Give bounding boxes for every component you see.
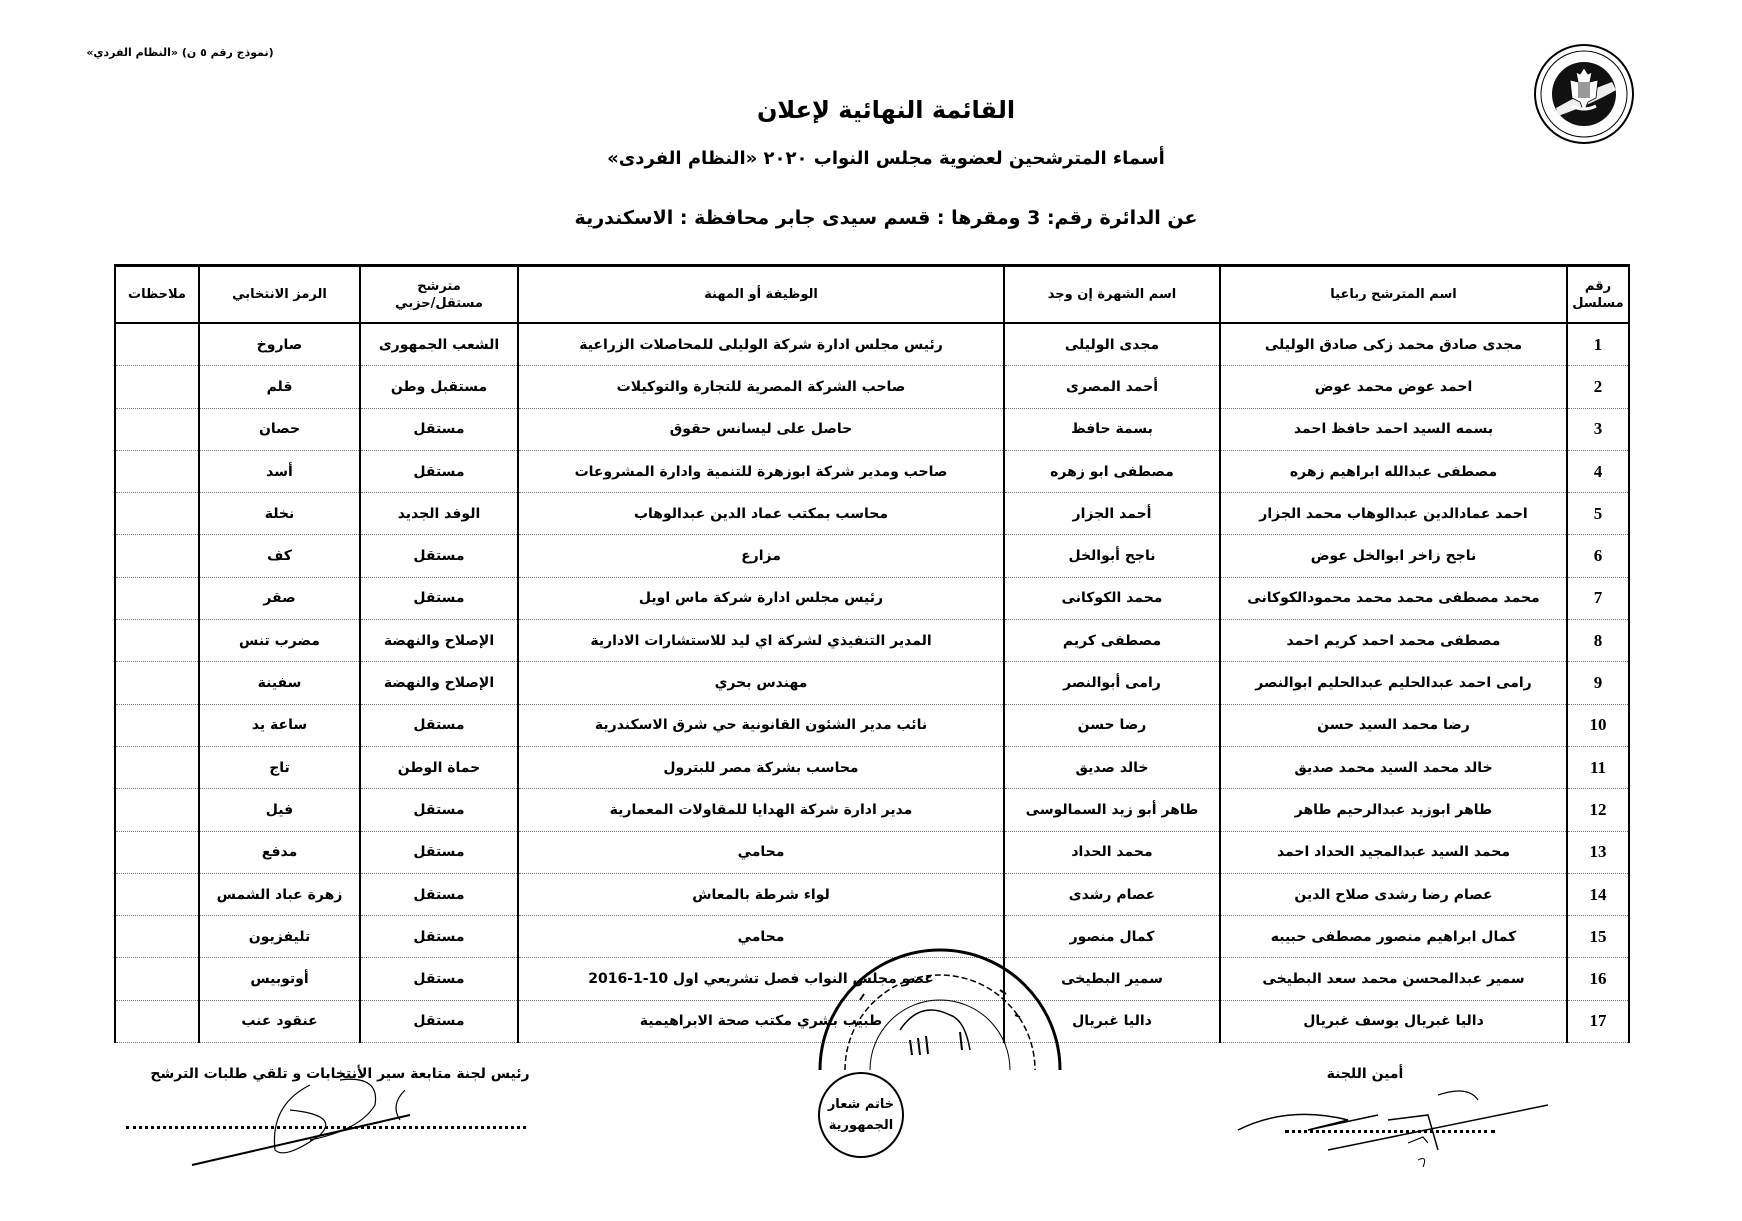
candidate-nickname-cell: أحمد الجزار [1004,493,1220,535]
serial-cell: 3 [1567,408,1629,450]
page-subtitle: أسماء المترشحين لعضوية مجلس النواب ٢٠٢٠ «النظام الفردى» [607,148,1165,169]
republic-seal-placeholder [818,1072,904,1158]
header-serial-line2: مسلسل [1572,295,1624,311]
candidate-party-cell: مستقل [360,450,518,492]
candidate-symbol-cell: صاروخ [199,323,360,366]
candidate-notes-cell [115,789,199,831]
header-name: اسم المترشح رباعيا [1220,266,1567,324]
candidate-symbol-cell: حصان [199,408,360,450]
candidate-notes-cell [115,408,199,450]
handwritten-signature-icon [1228,1075,1558,1170]
header-party [360,266,518,324]
candidate-symbol-cell: نخلة [199,493,360,535]
serial-cell: 1 [1567,323,1629,366]
candidate-notes-cell [115,323,199,366]
header-serial-line1: رقم [1584,278,1612,294]
candidate-symbol-cell: صقر [199,577,360,619]
candidate-name-cell: بسمه السيد احمد حافظ احمد [1220,408,1567,450]
serial-cell: 13 [1567,831,1629,873]
table-row [115,493,1629,535]
table-row [115,323,1629,366]
candidate-job-cell: محامي [518,831,1004,873]
candidate-party-cell: الإصلاح والنهضة [360,662,518,704]
seal-line2: الجمهورية [828,1118,894,1133]
candidate-symbol-cell: سفينة [199,662,360,704]
candidate-name-cell: مصطفى محمد احمد كريم احمد [1220,620,1567,662]
candidate-nickname-cell: خالد صديق [1004,746,1220,788]
candidate-job-cell: محاسب بمكتب عماد الدين عبدالوهاب [518,493,1004,535]
candidate-party-cell: مستقل [360,958,518,1000]
header-symbol: الرمز الانتخابي [199,266,360,324]
serial-cell: 4 [1567,450,1629,492]
page-title: القائمة النهائية لإعلان [756,96,1016,124]
candidate-notes-cell [115,535,199,577]
serial-cell: 5 [1567,493,1629,535]
candidate-notes-cell [115,958,199,1000]
secretary-signature-label: أمين اللجنة [1326,1066,1404,1082]
candidate-name-cell: سمير عبدالمحسن محمد سعد البطيخى [1220,958,1567,1000]
candidate-notes-cell [115,620,199,662]
candidate-party-cell: مستقل [360,916,518,958]
candidate-symbol-cell: كف [199,535,360,577]
candidate-job-cell: صاحب ومدير شركة ابوزهرة للتنمية وادارة المشروعات [518,450,1004,492]
table-row [115,535,1629,577]
candidate-party-cell: حماة الوطن [360,746,518,788]
candidate-symbol-cell: مضرب تنس [199,620,360,662]
candidate-job-cell: نائب مدير الشئون القانونية حي شرق الاسكندرية [518,704,1004,746]
candidate-name-cell: كمال ابراهيم منصور مصطفى حبيبه [1220,916,1567,958]
header-party-line2: مستقل/حزبي [395,295,483,311]
table-row [115,662,1629,704]
candidate-nickname-cell: كمال منصور [1004,916,1220,958]
candidate-name-cell: مجدى صادق محمد زكى صادق الوليلى [1220,323,1567,366]
candidate-name-cell: احمد عمادالدين عبدالوهاب محمد الجزار [1220,493,1567,535]
candidate-notes-cell [115,746,199,788]
candidate-party-cell: مستقل [360,577,518,619]
candidate-notes-cell [115,873,199,915]
candidate-job-cell: لواء شرطة بالمعاش [518,873,1004,915]
egypt-eagle-emblem-icon [1532,42,1636,146]
candidate-nickname-cell: سمير البطيخى [1004,958,1220,1000]
candidate-name-cell: رضا محمد السيد حسن [1220,704,1567,746]
candidate-job-cell: طبيب بشري مكتب صحة الابراهيمية [518,1000,1004,1042]
candidate-job-cell: مدير ادارة شركة الهدايا للمقاولات المعمارية [518,789,1004,831]
table-row [115,620,1629,662]
candidate-symbol-cell: عنقود عنب [199,1000,360,1042]
candidate-job-cell: حاصل على ليسانس حقوق [518,408,1004,450]
candidate-job-cell: عضو مجلس النواب فصل تشريعي اول 10-1-2016 [518,958,1004,1000]
candidate-party-cell: مستقل [360,704,518,746]
candidate-name-cell: مصطفى عبدالله ابراهيم زهره [1220,450,1567,492]
candidate-symbol-cell: أسد [199,450,360,492]
candidate-name-cell: عصام رضا رشدى صلاح الدين [1220,873,1567,915]
candidate-nickname-cell: عصام رشدى [1004,873,1220,915]
form-code: (نموذج رقم ٥ ن) «النظام الفردي» [86,46,274,59]
candidate-nickname-cell: أحمد المصرى [1004,366,1220,408]
candidate-party-cell: مستقل [360,789,518,831]
table-row [115,873,1629,915]
serial-cell: 15 [1567,916,1629,958]
candidate-party-cell: مستقل [360,1000,518,1042]
candidate-symbol-cell: ساعة يد [199,704,360,746]
serial-cell: 16 [1567,958,1629,1000]
candidate-symbol-cell: تليفزيون [199,916,360,958]
candidate-job-cell: رئيس مجلس ادارة شركة الوليلى للمحاصلات الزراعية [518,323,1004,366]
header-serial [1567,266,1629,324]
header-notes: ملاحظات [115,266,199,324]
candidate-party-cell: مستقل [360,873,518,915]
candidate-nickname-cell: محمد الحداد [1004,831,1220,873]
candidate-party-cell: مستقبل وطن [360,366,518,408]
candidate-symbol-cell: قلم [199,366,360,408]
candidate-name-cell: رامى احمد عبدالحليم عبدالحليم ابوالنصر [1220,662,1567,704]
candidate-nickname-cell: داليا غبريال [1004,1000,1220,1042]
candidate-nickname-cell: محمد الكوكانى [1004,577,1220,619]
serial-cell: 9 [1567,662,1629,704]
candidate-party-cell: مستقل [360,408,518,450]
candidate-nickname-cell: رضا حسن [1004,704,1220,746]
candidate-notes-cell [115,577,199,619]
table-row [115,746,1629,788]
serial-cell: 2 [1567,366,1629,408]
candidate-party-cell: مستقل [360,831,518,873]
header-nickname: اسم الشهرة إن وجد [1004,266,1220,324]
header-party-line1: مترشح [417,278,461,294]
serial-cell: 6 [1567,535,1629,577]
candidate-notes-cell [115,916,199,958]
candidate-name-cell: داليا غبريال يوسف غبريال [1220,1000,1567,1042]
candidate-symbol-cell: فيل [199,789,360,831]
candidate-notes-cell [115,366,199,408]
header-job: الوظيفة أو المهنة [518,266,1004,324]
candidate-nickname-cell: بسمة حافظ [1004,408,1220,450]
table-row [115,789,1629,831]
candidate-nickname-cell: رامى أبوالنصر [1004,662,1220,704]
official-round-stamp-icon [800,920,1070,1070]
candidate-name-cell: احمد عوض محمد عوض [1220,366,1567,408]
table-row [115,408,1629,450]
serial-cell: 11 [1567,746,1629,788]
candidate-name-cell: ناجح زاخر ابوالخل عوض [1220,535,1567,577]
serial-cell: 10 [1567,704,1629,746]
candidate-job-cell: صاحب الشركة المصرية للتجارة والتوكيلات [518,366,1004,408]
candidate-notes-cell [115,662,199,704]
table-row [115,577,1629,619]
candidate-job-cell: رئيس مجلس ادارة شركة ماس اويل [518,577,1004,619]
candidate-party-cell: مستقل [360,535,518,577]
table-row [115,366,1629,408]
candidate-job-cell: مزارع [518,535,1004,577]
candidate-notes-cell [115,493,199,535]
candidate-nickname-cell: طاهر أبو زيد السمالوسى [1004,789,1220,831]
candidate-symbol-cell: مدفع [199,831,360,873]
candidate-nickname-cell: مصطفى ابو زهره [1004,450,1220,492]
serial-cell: 12 [1567,789,1629,831]
candidate-name-cell: طاهر ابوزيد عبدالرحيم طاهر [1220,789,1567,831]
district-line: عن الدائرة رقم: 3 ومقرها : قسم سيدى جابر محافظة : الاسكندرية [574,207,1198,229]
table-header-row [115,266,1629,324]
candidate-notes-cell [115,1000,199,1042]
candidate-job-cell: مهندس بحري [518,662,1004,704]
serial-cell: 7 [1567,577,1629,619]
candidate-nickname-cell: مجدى الوليلى [1004,323,1220,366]
chair-signature-label: رئيس لجنة متابعة سير الأنتخابات و تلقي طلبات الترشح [150,1066,530,1082]
candidate-nickname-cell: ناجح أبوالخل [1004,535,1220,577]
candidate-name-cell: محمد السيد عبدالمجيد الحداد احمد [1220,831,1567,873]
candidate-party-cell: الإصلاح والنهضة [360,620,518,662]
handwritten-signature-icon [190,1075,420,1170]
table-row [115,831,1629,873]
seal-line1: خاتم شعار [827,1097,895,1112]
table-row [115,704,1629,746]
table-row [115,450,1629,492]
candidate-symbol-cell: أوتوبيس [199,958,360,1000]
candidate-party-cell: الوفد الجديد [360,493,518,535]
candidate-name-cell: خالد محمد السيد محمد صديق [1220,746,1567,788]
candidate-party-cell: الشعب الجمهورى [360,323,518,366]
serial-cell: 17 [1567,1000,1629,1042]
candidate-symbol-cell: تاج [199,746,360,788]
candidate-symbol-cell: زهرة عباد الشمس [199,873,360,915]
candidate-job-cell: محاسب بشركة مصر للبترول [518,746,1004,788]
candidate-job-cell: المدير التنفيذي لشركة اي ليد للاستشارات الادارية [518,620,1004,662]
serial-cell: 14 [1567,873,1629,915]
candidate-nickname-cell: مصطفى كريم [1004,620,1220,662]
candidate-job-cell: محامي [518,916,1004,958]
candidate-notes-cell [115,831,199,873]
candidate-notes-cell [115,704,199,746]
candidate-notes-cell [115,450,199,492]
serial-cell: 8 [1567,620,1629,662]
candidate-name-cell: محمد مصطفى محمد محمد محمودالكوكانى [1220,577,1567,619]
seal-text [820,1094,902,1136]
